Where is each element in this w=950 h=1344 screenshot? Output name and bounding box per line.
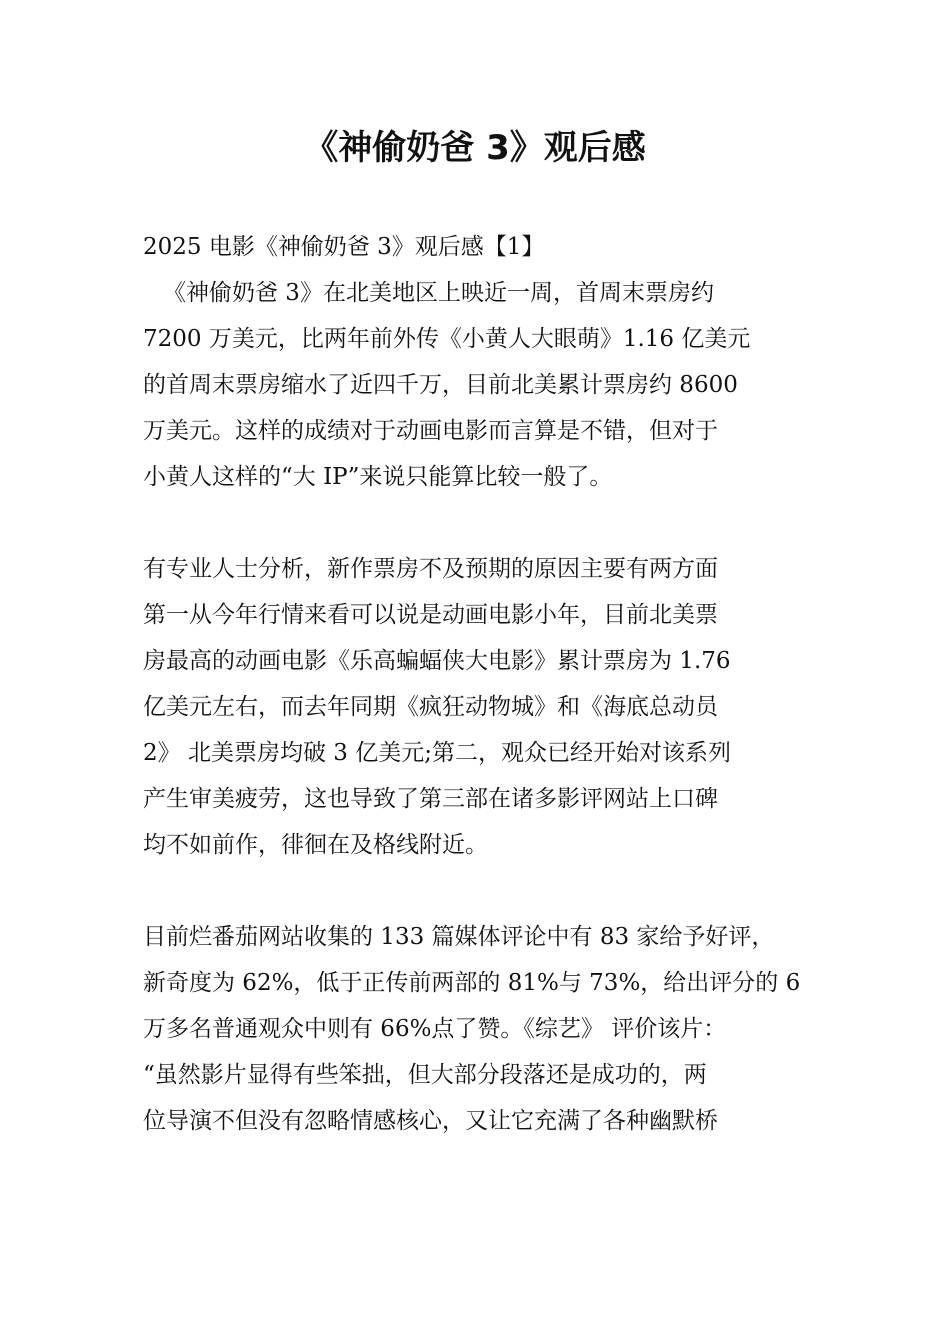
paragraph-line: 万美元。这样的成绩对于动画电影而言算是不错，但对于 <box>143 418 718 444</box>
paragraph-line: 第一从今年行情来看可以说是动画电影小年，目前北美票 <box>143 602 718 628</box>
paragraph-gap <box>143 868 813 914</box>
paragraph-line: 位导演不但没有忽略情感核心，又让它充满了各种幽默桥 <box>143 1108 718 1134</box>
paragraph-line: 房最高的动画电影《乐高蝙蝠侠大电影》累计票房为 1.76 <box>143 648 731 674</box>
paragraph-line: 2》 北美票房均破 3 亿美元;第二，观众已经开始对该系列 <box>143 740 731 766</box>
paragraph-3 <box>143 914 813 1144</box>
paragraph-line: 产生审美疲劳，这也导致了第三部在诸多影评网站上口碑 <box>143 786 718 812</box>
document-title: 《神偷奶爸 3》观后感 <box>304 128 646 168</box>
paragraph-line: 目前烂番茄网站收集的 133 篇媒体评论中有 83 家给予好评， <box>143 924 775 950</box>
paragraph-line: 有专业人士分析，新作票房不及预期的原因主要有两方面 <box>143 556 718 582</box>
paragraph-line: 新奇度为 62%，低于正传前两部的 81%与 73%，给出评分的 6 <box>143 970 801 996</box>
paragraph-gap <box>143 500 813 546</box>
paragraph-1 <box>143 270 813 500</box>
paragraph-line: 万多名普通观众中则有 66%点了赞。《综艺》 评价该片： <box>143 1016 727 1042</box>
paragraph-line: 《神偷奶爸 3》在北美地区上映近一周，首周末票房约 <box>163 280 714 306</box>
document-body <box>143 224 813 1144</box>
paragraph-2 <box>143 546 813 868</box>
paragraph-line: 亿美元左右，而去年同期《疯狂动物城》和《海底总动员 <box>143 694 718 720</box>
paragraph-line: 的首周末票房缩水了近四千万，目前北美累计票房约 8600 <box>143 372 738 398</box>
section-subheading: 2025 电影《神偷奶爸 3》观后感【1】 <box>143 234 545 260</box>
paragraph-line: 小黄人这样的“大 IP”来说只能算比较一般了。 <box>143 464 613 490</box>
paragraph-line: 均不如前作，徘徊在及格线附近。 <box>143 832 488 858</box>
paragraph-line: 7200 万美元，比两年前外传《小黄人大眼萌》1.16 亿美元 <box>143 326 751 352</box>
paragraph-line: “虽然影片显得有些笨拙，但大部分段落还是成功的，两 <box>143 1062 707 1088</box>
